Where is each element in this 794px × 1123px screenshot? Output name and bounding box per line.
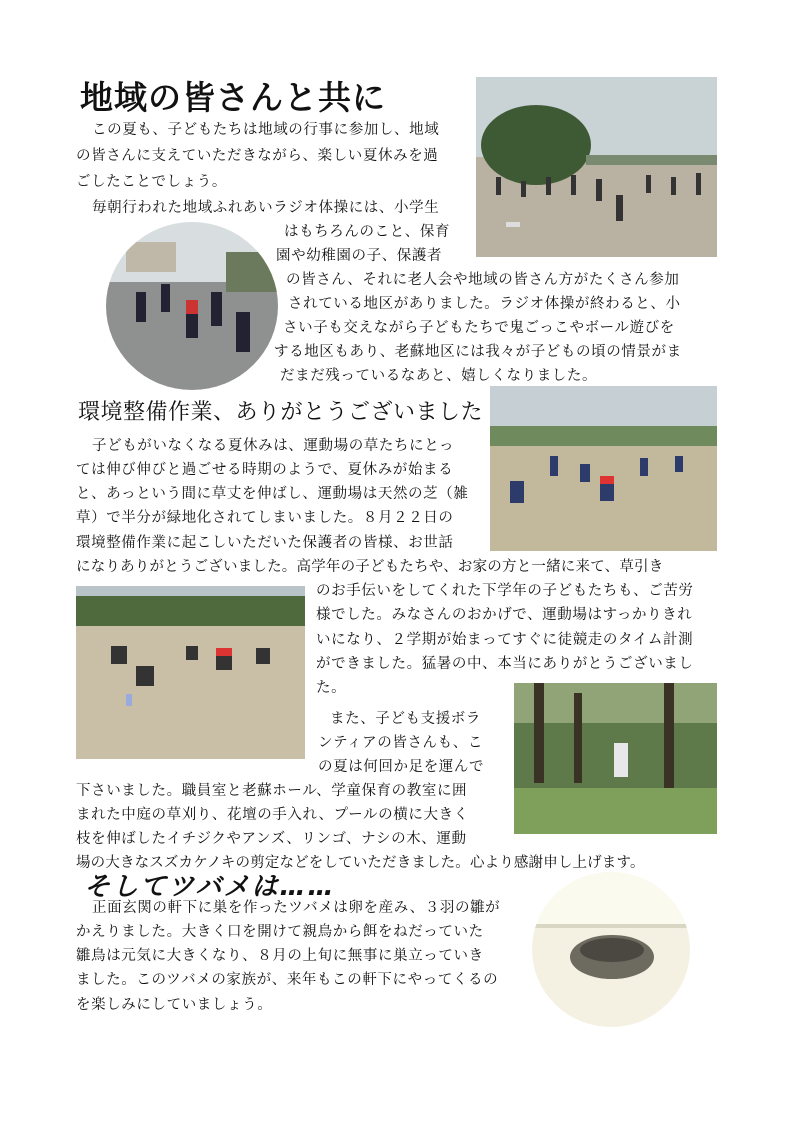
s2-line: 場の大きなスズカケノキの剪定などをしていただきました。心より感謝申し上げます。 [76, 855, 645, 871]
section3-title: そしてツバメは…… [84, 872, 336, 902]
s1-line: この夏も、子どもたちは地域の行事に参加し、地域 [92, 122, 440, 138]
s1-line: の皆さんに支えていただきながら、楽しい夏休みを過 [76, 148, 439, 164]
weeding-field-photo [76, 586, 305, 759]
s3-line: 正面玄関の軒下に巣を作ったツバメは卵を産み、３羽の雛が [92, 900, 501, 916]
s1-line: 園や幼稚園の子、保護者 [276, 248, 443, 264]
s2-line: ては伸び伸びと過ごせる時期のようで、夏休みが始まる [76, 462, 454, 478]
garden-pruning-photo [514, 683, 717, 834]
s2-line: の夏は何回か足を運んで [318, 759, 485, 775]
s2-line: ができました。猛暑の中、本当にありがとうございまし [316, 656, 694, 672]
s2-line: と、あっという間に草丈を伸ばし、運動場は天然の芝（雑 [76, 486, 469, 502]
children-road-photo [106, 222, 278, 390]
swallow-nest-photo [532, 872, 690, 1027]
s3-line: ました。このツバメの家族が、来年もこの軒下にやってくるの [76, 972, 499, 988]
s2-line: た。 [316, 680, 347, 696]
s2-line: 下さいました。職員室と老蘇ホール、学童保育の教室に囲 [76, 783, 468, 799]
s1-line: はもちろんのこと、保育 [284, 224, 451, 240]
s1-line: する地区もあり、老蘇地区には我々が子どもの頃の情景がま [274, 344, 682, 360]
s2-line: いになり、２学期が始まってすぐに徒競走のタイム計測 [316, 632, 694, 648]
s2-line: ンティアの皆さんも、こ [318, 735, 483, 751]
s1-line: されている地区がありました。ラジオ体操が終わると、小 [288, 296, 681, 312]
s1-line: さい子も交えながら子どもたちで鬼ごっこやボール遊びを [283, 320, 675, 336]
s2-line: のお手伝いをしてくれた下学年の子どもたちも、ご苦労 [316, 583, 694, 599]
s2-line: 環境整備作業に起こしいただいた保護者の皆様、お世話 [76, 535, 454, 551]
s3-line: を楽しみにしていましょう。 [76, 997, 273, 1013]
s2-line: 子どもがいなくなる夏休みは、運動場の草たちにとっ [92, 438, 455, 454]
s1-line: だまだ残っているなあと、嬉しくなりました。 [280, 368, 598, 384]
section2-title: 環境整備作業、ありがとうございました [78, 400, 484, 425]
s2-line: まれた中庭の草刈り、花壇の手入れ、プールの横に大きく [76, 807, 469, 823]
weeding-playground-photo [490, 386, 717, 551]
s3-line: 雛鳥は元気に大きくなり、８月の上旬に無事に巣立っていき [76, 948, 484, 964]
s2-line: また、子ども支援ボラ [330, 711, 481, 727]
s2-line: になりありがとうございました。高学年の子どもたちや、お家の方と一緒に来て、草引き [76, 559, 664, 575]
radio-exercise-photo [476, 77, 717, 257]
section1-title: 地域の皆さんと共に [80, 78, 386, 117]
s2-line: 枝を伸ばしたイチジクやアンズ、リンゴ、ナシの木、運動 [76, 831, 467, 847]
s1-line: 毎朝行われた地域ふれあいラジオ体操には、小学生 [92, 200, 440, 216]
s1-line: ごしたことでしょう。 [76, 174, 227, 190]
s2-line: 草）で半分が緑地化されてしまいました。８月２２日の [76, 510, 454, 526]
s3-line: かえりました。大きく口を開けて親鳥から餌をねだっていた [76, 924, 484, 940]
s2-line: 様でした。みなさんのおかげで、運動場はすっかりきれ [316, 607, 693, 623]
s1-line: の皆さん、それに老人会や地域の皆さん方がたくさん参加 [286, 272, 680, 288]
